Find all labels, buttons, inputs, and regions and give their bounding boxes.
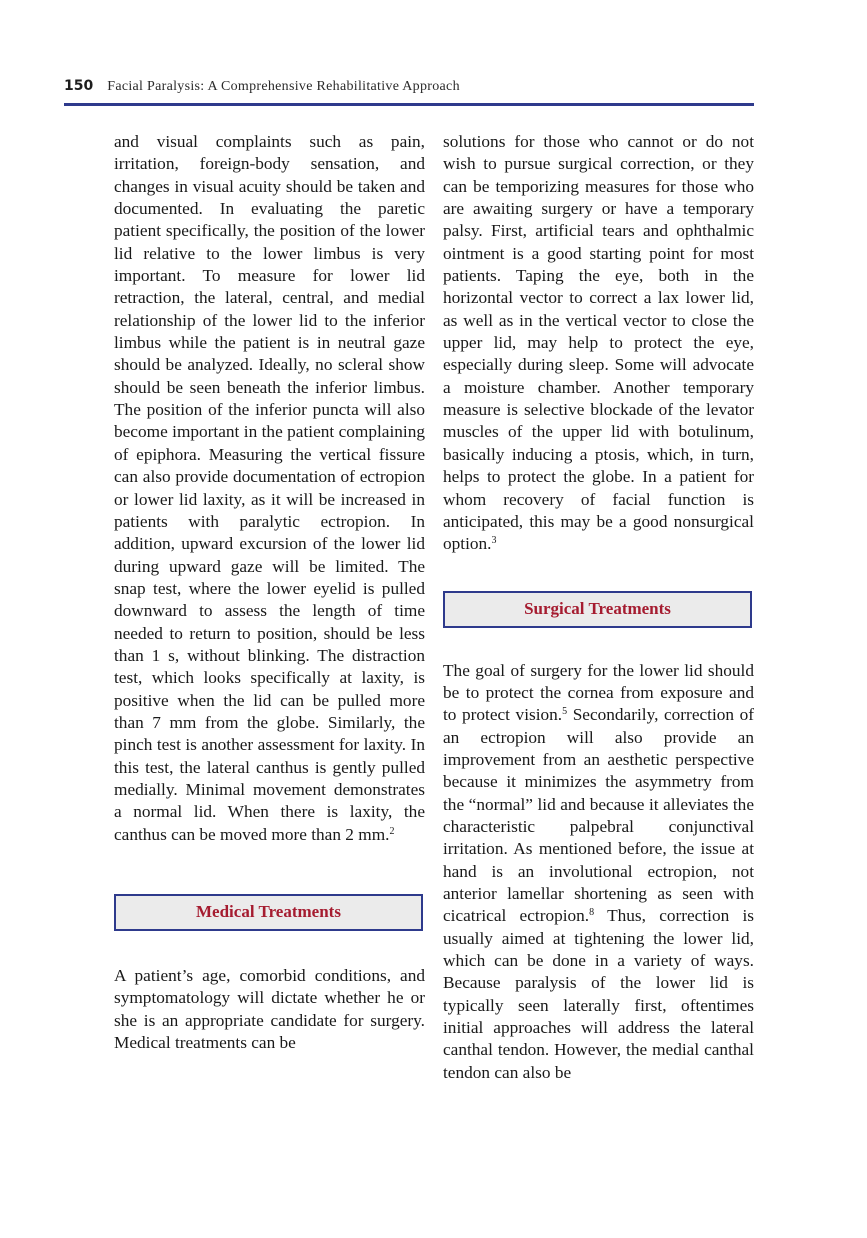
left-column — [114, 131, 425, 1054]
running-head: Facial Paralysis: A Comprehensive Rehabilitative Approach — [107, 79, 460, 94]
section-heading-label: Medical Treatments — [196, 902, 341, 922]
page-header — [64, 78, 754, 102]
right-column — [443, 131, 754, 1084]
right-paragraph-2-part-1: The goal of surgery for the lower lid should be to protect the cornea from exposure and to protect vision. — [443, 660, 754, 725]
header-rule — [64, 103, 754, 106]
left-paragraph-1-text: and visual complaints such as pain, irritation, foreign-body sensation, and changes in visual acuity should be taken and documented. In evaluating the paretic patient specifically, the position of the lower lid relative to the lower limbus is very important. To measure for lower lid retraction, the lateral, central, and medial relationship of the lower lid to the inferior limbus while the patient is in neutral gaze should be analyzed. Ideally, no scleral show should be seen beneath the inferior limbus. The position of the inferior puncta will also become important in the patient complaining of epiphora. Measuring the vertical fissure can also provide documentation of ectropion or lower lid laxity, as it will be increased in patients with paralytic ectropion. In addition, upward excursion of the lower lid during upward gaze will be limited. The snap test, where the lower eyelid is pulled downward to assess the length of time needed to return to position, should be less than 1 s, without blinking. The distraction test, which looks specifically at laxity, is positive when the lid can be pulled more than 7 mm from the globe. Similarly, the pinch test is another assessment for laxity. In this test, the lateral canthus is gently pulled medially. Minimal movement demonstrates a normal lid. When there is laxity, the canthus can be moved more than 2 mm. — [114, 132, 425, 844]
left-paragraph-1 — [114, 131, 425, 846]
section-heading-surgical-treatments — [443, 591, 752, 628]
right-paragraph-2-part-2: Secondarily, correction of an ectropion will also provide an improvement from an aesthetic perspective because it minimizes the asymmetry from the “normal” lid and because it alleviates the characteristic palpebral conjunctival irritation. As mentioned before, the issue at hand is an involutional ectropion, not anterior lamellar shortening as seen with cicatrical ectropion. — [443, 705, 754, 926]
citation-ref: 2 — [389, 825, 395, 837]
right-paragraph-1 — [443, 131, 754, 556]
citation-ref: 8 — [589, 907, 595, 919]
page-number: 150 — [64, 78, 94, 94]
citation-ref: 3 — [491, 535, 497, 547]
left-paragraph-2: A patient’s age, comorbid conditions, and symptomatology will dictate whether he or she is an appropriate candidate for surgery. Medical treatments can be — [114, 966, 425, 1053]
right-paragraph-1-text: solutions for those who cannot or do not wish to pursue surgical correction, or they can be temporizing measures for those who are awaiting surgery or have a temporary palsy. First, artificial tears and ophthalmic ointment is a good starting point for most patients. Taping the eye, both in the horizontal vector to correct a lax lower lid, as well as in the vertical vector to close the upper lid, may help to protect the eye, especially during sleep. Some will advocate a moisture chamber. Another temporary measure is selective blockade of the levator muscles of the upper lid with botulinum, basically inducing a ptosis, which, in turn, helps to protect the globe. In a patient for whom recovery of facial function is anticipated, this may be a good nonsurgical option. — [443, 132, 754, 554]
citation-ref: 5 — [562, 706, 568, 718]
section-heading-label: Surgical Treatments — [524, 598, 671, 618]
right-paragraph-2 — [443, 660, 754, 1085]
right-paragraph-2-part-3: Thus, correction is usually aimed at tightening the lower lid, which can be done in a variety of ways. Because paralysis of the lower lid is typically seen laterally first, oftentimes initial approaches will address the lateral canthal tendon. However, the medial canthal tendon can also be — [443, 906, 754, 1082]
section-heading-medical-treatments — [114, 894, 423, 931]
